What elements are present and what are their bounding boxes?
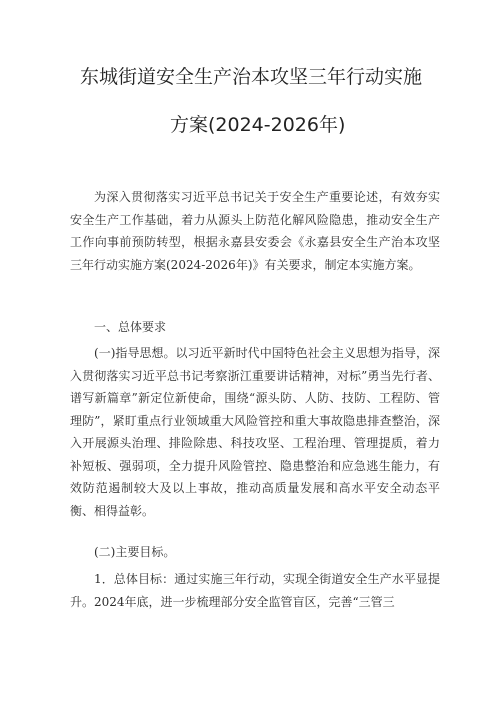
section-heading-general-requirements: 一、总体要求 bbox=[94, 320, 167, 334]
section-heading-main-goals: (二)主要目标。 bbox=[94, 545, 176, 559]
title-line-2: 方案(2024-2026年) bbox=[170, 114, 346, 136]
title-line-1: 东城街道安全生产治本攻坚三年行动实施 bbox=[80, 66, 423, 88]
guiding-thought-paragraph: (一)指导思想。以习近平新时代中国特色社会主义思想为指导，深入贯彻落实习近平总书记考察浙江重要讲话精神，对标”勇当先行者、谱写新篇章”新定位新使命，围绕“源头防、人防、技防、工程防、管理防”，紧盯重点行业领域重大风险管控和重大事故隐患排查整治，深入开展源头治理、排险除患、科技攻坚、工程治理、管理提质，着力补短板、强弱项，全力提升风险管控、隐患整治和应急逃生能力，有效防范遏制较大及以上事故，推动高质量发展和高水平安全动态平衡、相得益彰。 bbox=[70, 346, 440, 518]
intro-paragraph: 为深入贯彻落实习近平总书记关于安全生产重要论述，有效夯实安全生产工作基础，着力从源头上防范化解风险隐患，推动安全生产工作向事前预防转型，根据永嘉县安委会《永嘉县安全生产治本攻坚三年行动实施方案(2024-2026年)》有关要求，制定本实施方案。 bbox=[70, 190, 440, 272]
overall-goal-paragraph: 1．总体目标：通过实施三年行动，实现全街道安全生产水平显提升。2024年底，进一步梳理部分安全监管盲区，完善“三管三 bbox=[70, 572, 440, 609]
